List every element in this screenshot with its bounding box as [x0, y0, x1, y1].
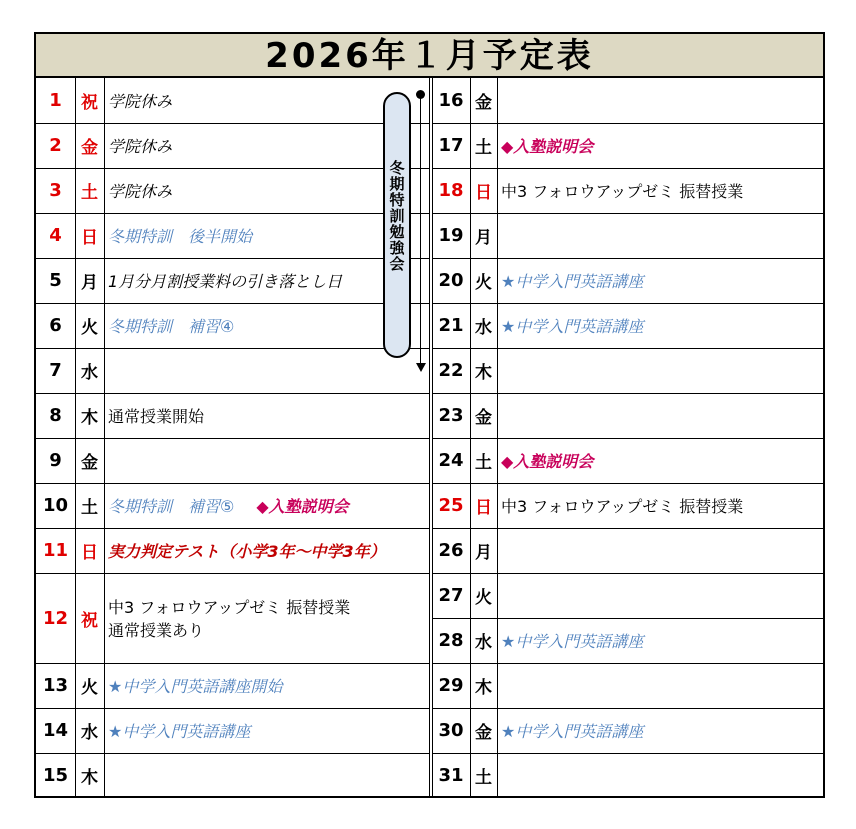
event-cell: [104, 528, 429, 573]
day-number: 30: [438, 720, 464, 741]
event-cell: [497, 753, 823, 798]
day-number: 31: [438, 765, 464, 786]
event-cell: [104, 255, 429, 303]
day-number: 10: [42, 495, 69, 516]
day-number: 5: [49, 270, 62, 291]
event-cell: [497, 483, 823, 528]
day-number: 12: [42, 607, 69, 629]
event-text: 冬期特訓 補習⑤: [108, 497, 235, 516]
event-cell: [497, 438, 823, 483]
winter-session-char: 強: [389, 239, 405, 257]
day-of-week: 祝: [81, 610, 98, 631]
winter-session-char: 特: [389, 191, 405, 209]
event-cell: [497, 78, 823, 123]
day-of-week: 水: [475, 318, 492, 338]
event-text: 学院休み: [108, 137, 173, 156]
day-number: 20: [438, 270, 464, 291]
event-text: 1月分月割授業料の引き落とし日: [108, 272, 343, 291]
event-text: ★中学入門英語講座: [108, 722, 251, 741]
column-divider: [429, 78, 430, 798]
day-number: 24: [438, 450, 464, 471]
day-of-week: 金: [475, 723, 492, 743]
event-cell: [497, 708, 823, 753]
day-of-week: 日: [81, 543, 98, 563]
day-of-week: 日: [81, 228, 98, 248]
day-number: 23: [438, 405, 464, 426]
event-text: 中3 フォロウアップゼミ 振替授業: [501, 497, 744, 516]
day-of-week: 木: [81, 408, 98, 428]
winter-session-char: 勉: [389, 223, 405, 241]
event-cell: [104, 303, 429, 348]
event-cell: [104, 483, 429, 528]
day-of-week: 火: [475, 588, 492, 608]
day-of-week: 火: [475, 273, 492, 293]
winter-session-char: 期: [389, 175, 405, 193]
day-of-week: 水: [475, 633, 492, 653]
day-of-week: 火: [81, 678, 98, 698]
event-cell: [104, 753, 429, 798]
column-divider: [497, 78, 498, 798]
day-number: 15: [42, 765, 69, 786]
day-of-week: 日: [475, 498, 492, 518]
event-text: ◆入塾説明会: [256, 497, 349, 516]
event-text: ★中学入門英語講座: [501, 632, 644, 651]
event-text: 冬期特訓 補習④: [108, 317, 235, 336]
event-cell: [497, 168, 823, 213]
event-cell: [104, 393, 429, 438]
day-of-week: 月: [475, 228, 492, 248]
day-number: 25: [438, 495, 464, 516]
event-text: ★中学入門英語講座: [501, 317, 644, 336]
day-number: 14: [42, 720, 69, 741]
winter-session-bar: [383, 92, 411, 358]
event-text: ★中学入門英語講座: [501, 722, 644, 741]
day-of-week: 水: [81, 363, 98, 383]
event-text: 通常授業あり: [108, 621, 205, 640]
day-of-week: 月: [475, 543, 492, 563]
event-cell: [104, 663, 429, 708]
winter-session-char: 訓: [389, 207, 405, 225]
column-divider: [104, 78, 105, 798]
event-text: 学院休み: [108, 182, 173, 201]
event-text: ◆入塾説明会: [501, 137, 594, 156]
calendar-table: [34, 32, 825, 798]
winter-session-char: 冬: [389, 159, 405, 177]
day-number: 3: [49, 180, 62, 201]
day-number: 17: [438, 135, 464, 156]
event-cell: [497, 303, 823, 348]
event-cell: [497, 213, 823, 258]
column-divider: [432, 78, 433, 798]
day-number: 26: [438, 540, 464, 561]
event-cell: [497, 258, 823, 303]
day-number: 4: [49, 225, 62, 246]
event-cell: [497, 393, 823, 438]
event-cell: [104, 573, 429, 663]
day-of-week: 水: [81, 723, 98, 743]
day-number: 21: [438, 315, 464, 336]
page-title: 2026年１月予定表: [36, 34, 823, 78]
day-of-week: 日: [475, 183, 492, 203]
day-of-week: 土: [475, 453, 492, 473]
day-number: 22: [438, 360, 464, 381]
day-of-week: 木: [475, 363, 492, 383]
day-number: 2: [49, 135, 62, 156]
day-number: 18: [438, 180, 464, 201]
day-number: 28: [438, 630, 464, 651]
day-of-week: 木: [81, 768, 98, 788]
day-of-week: 月: [81, 273, 98, 293]
event-cell: [104, 168, 429, 213]
day-number: 29: [438, 675, 464, 696]
event-text: ★中学入門英語講座: [501, 272, 644, 291]
day-number: 13: [42, 675, 69, 696]
day-of-week: 火: [81, 318, 98, 338]
day-of-week: 土: [81, 498, 98, 518]
day-number: 6: [49, 315, 62, 336]
day-of-week: 金: [475, 408, 492, 428]
winter-session-char: 会: [389, 255, 405, 273]
day-of-week: 金: [475, 93, 492, 113]
event-cell: [104, 438, 429, 483]
day-number: 16: [438, 90, 464, 111]
day-number: 11: [42, 540, 69, 561]
event-cell: [497, 123, 823, 168]
period-arrow-head: [416, 363, 426, 372]
day-of-week: 土: [475, 138, 492, 158]
column-divider: [470, 78, 471, 798]
column-divider: [75, 78, 76, 798]
event-cell: [104, 213, 429, 258]
event-text: 学院休み: [108, 92, 173, 111]
event-cell: [497, 348, 823, 393]
event-text: 中3 フォロウアップゼミ 振替授業: [501, 182, 744, 201]
event-cell: [104, 123, 429, 168]
event-cell: [104, 708, 429, 753]
day-of-week: 土: [81, 183, 98, 203]
day-of-week: 金: [81, 138, 98, 158]
event-cell: [497, 528, 823, 573]
day-of-week: 木: [475, 678, 492, 698]
event-text: 冬期特訓 後半開始: [108, 227, 253, 246]
event-text: ★中学入門英語講座開始: [108, 677, 283, 696]
day-number: 8: [49, 405, 62, 426]
event-text: ◆入塾説明会: [501, 452, 594, 471]
day-number: 1: [49, 90, 62, 111]
day-number: 9: [49, 450, 62, 471]
event-text: 中3 フォロウアップゼミ 振替授業: [108, 598, 351, 617]
day-number: 7: [49, 360, 62, 381]
event-text: 実力判定テスト（小学3年～中学3年）: [108, 542, 386, 561]
event-text: 通常授業開始: [108, 407, 205, 426]
day-of-week: 祝: [81, 93, 98, 113]
event-cell: [497, 573, 823, 618]
day-of-week: 金: [81, 453, 98, 473]
event-cell: [497, 618, 823, 663]
day-number: 19: [438, 225, 464, 246]
period-arrow-line: [420, 94, 421, 366]
day-of-week: 土: [475, 768, 492, 788]
event-cell: [104, 78, 429, 123]
day-number: 27: [438, 585, 464, 606]
event-cell: [104, 348, 429, 393]
event-cell: [497, 663, 823, 708]
